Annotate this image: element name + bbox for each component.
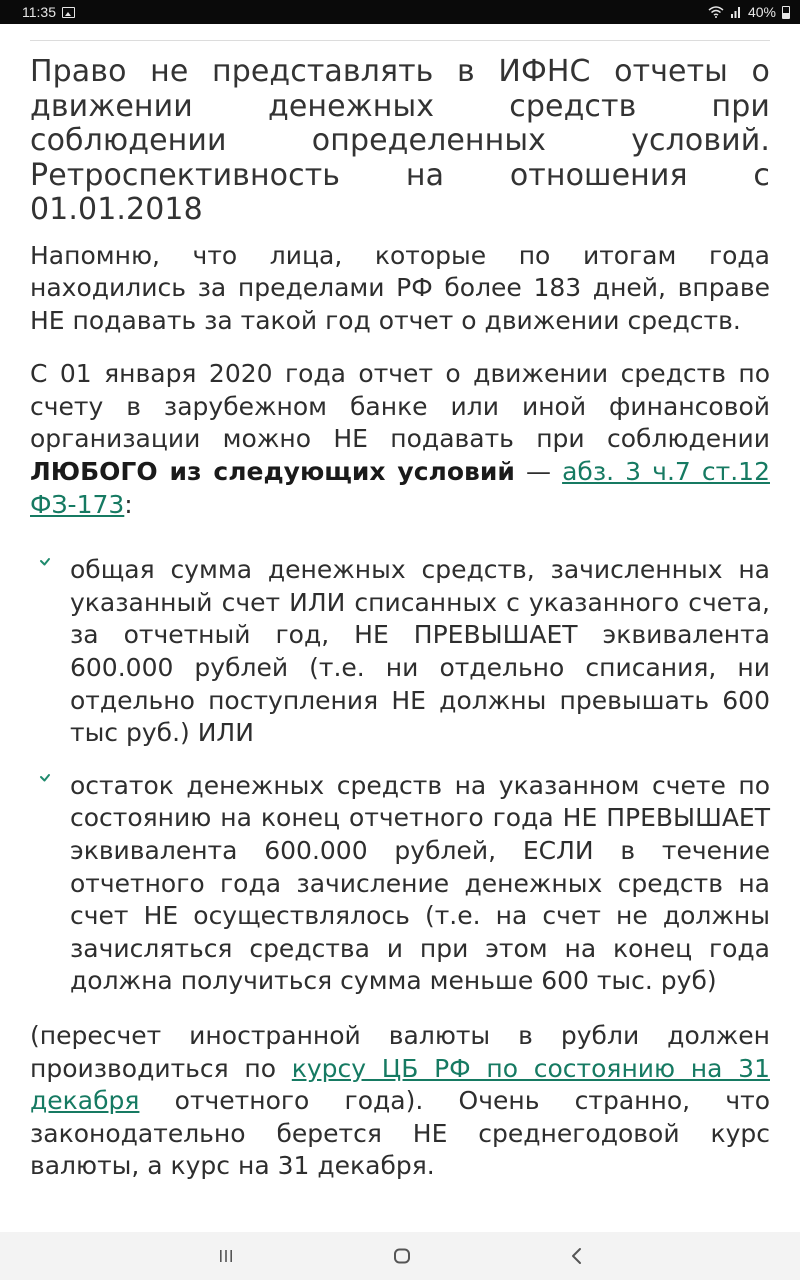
paragraph-text: (пересчет иностранной валюты в рубли должен производиться по (30, 1020, 770, 1083)
paragraph-text: отчетного года). Очень странно, что законодательно берется НЕ среднегодовой курс валюты, а курс на 31 декабря. (30, 1086, 770, 1181)
paragraph-residency: Напомню, что лица, которые по итогам года находились за пределами РФ более 183 дней, вправе НЕ подавать за такой год отчет о движении средств. (30, 240, 770, 335)
signal-icon (730, 6, 742, 18)
list-item (30, 770, 770, 998)
list-item (30, 554, 770, 750)
battery-icon (782, 6, 790, 19)
emphasis-text: ЛЮБОГО из следующих условий (30, 457, 515, 487)
list-item-text: общая сумма денежных средств, зачисленных на указанный счет ИЛИ списанных с указанного счета, за отчетный год, НЕ ПРЕВЫШАЕТ эквивалента 600.000 рублей (т.е. ни отдельно списания, ни отдельно поступления НЕ должны превышать 600 тыс руб.) ИЛИ (70, 555, 770, 748)
list-item-text: остаток денежных средств на указанном счете по состоянию на конец отчетного года НЕ ПРЕВЫШАЕТ эквивалента 600.000 рублей, ЕСЛИ в течение отчетного года зачисление денежных средств на счет НЕ осуществлялось (т.е. на счет не должны зачисляться средства и при этом на конец года должна получиться сумма меньше 600 тыс. руб) (70, 770, 770, 996)
battery-percent: 40% (747, 4, 776, 20)
conditions-list (30, 554, 770, 998)
wifi-icon (708, 6, 724, 18)
law-reference-link[interactable]: абз. 3 ч.7 ст.12 ФЗ-173 (30, 457, 770, 519)
back-icon[interactable] (565, 1244, 589, 1268)
home-icon[interactable] (390, 1244, 414, 1268)
status-bar (0, 0, 800, 24)
status-time: 11:35 (22, 4, 56, 20)
colon-text: : (124, 489, 133, 519)
checkmark-icon (38, 771, 52, 785)
recent-apps-icon[interactable] (214, 1244, 238, 1268)
checkmark-icon (38, 555, 52, 569)
paragraph-currency-conversion (30, 1020, 770, 1183)
divider (30, 40, 770, 41)
dash-text: — (514, 457, 563, 487)
article (30, 40, 770, 1183)
cbr-rate-link[interactable]: курсу ЦБ РФ по состоянию на 31 декабря (30, 1053, 770, 1116)
paragraph-conditions-intro (30, 358, 770, 521)
article-title: Право не представлять в ИФНС отчеты о движении денежных средств при соблюдении определенных условий. Ретроспективность на отношения с 01.01.2018 (30, 54, 770, 227)
paragraph-text: С 01 января 2020 года отчет о движении средств по счету в зарубежном банке или иной финансовой организации можно НЕ подавать при соблюдении (30, 359, 770, 454)
image-icon (62, 7, 75, 18)
navigation-bar (0, 1232, 800, 1280)
